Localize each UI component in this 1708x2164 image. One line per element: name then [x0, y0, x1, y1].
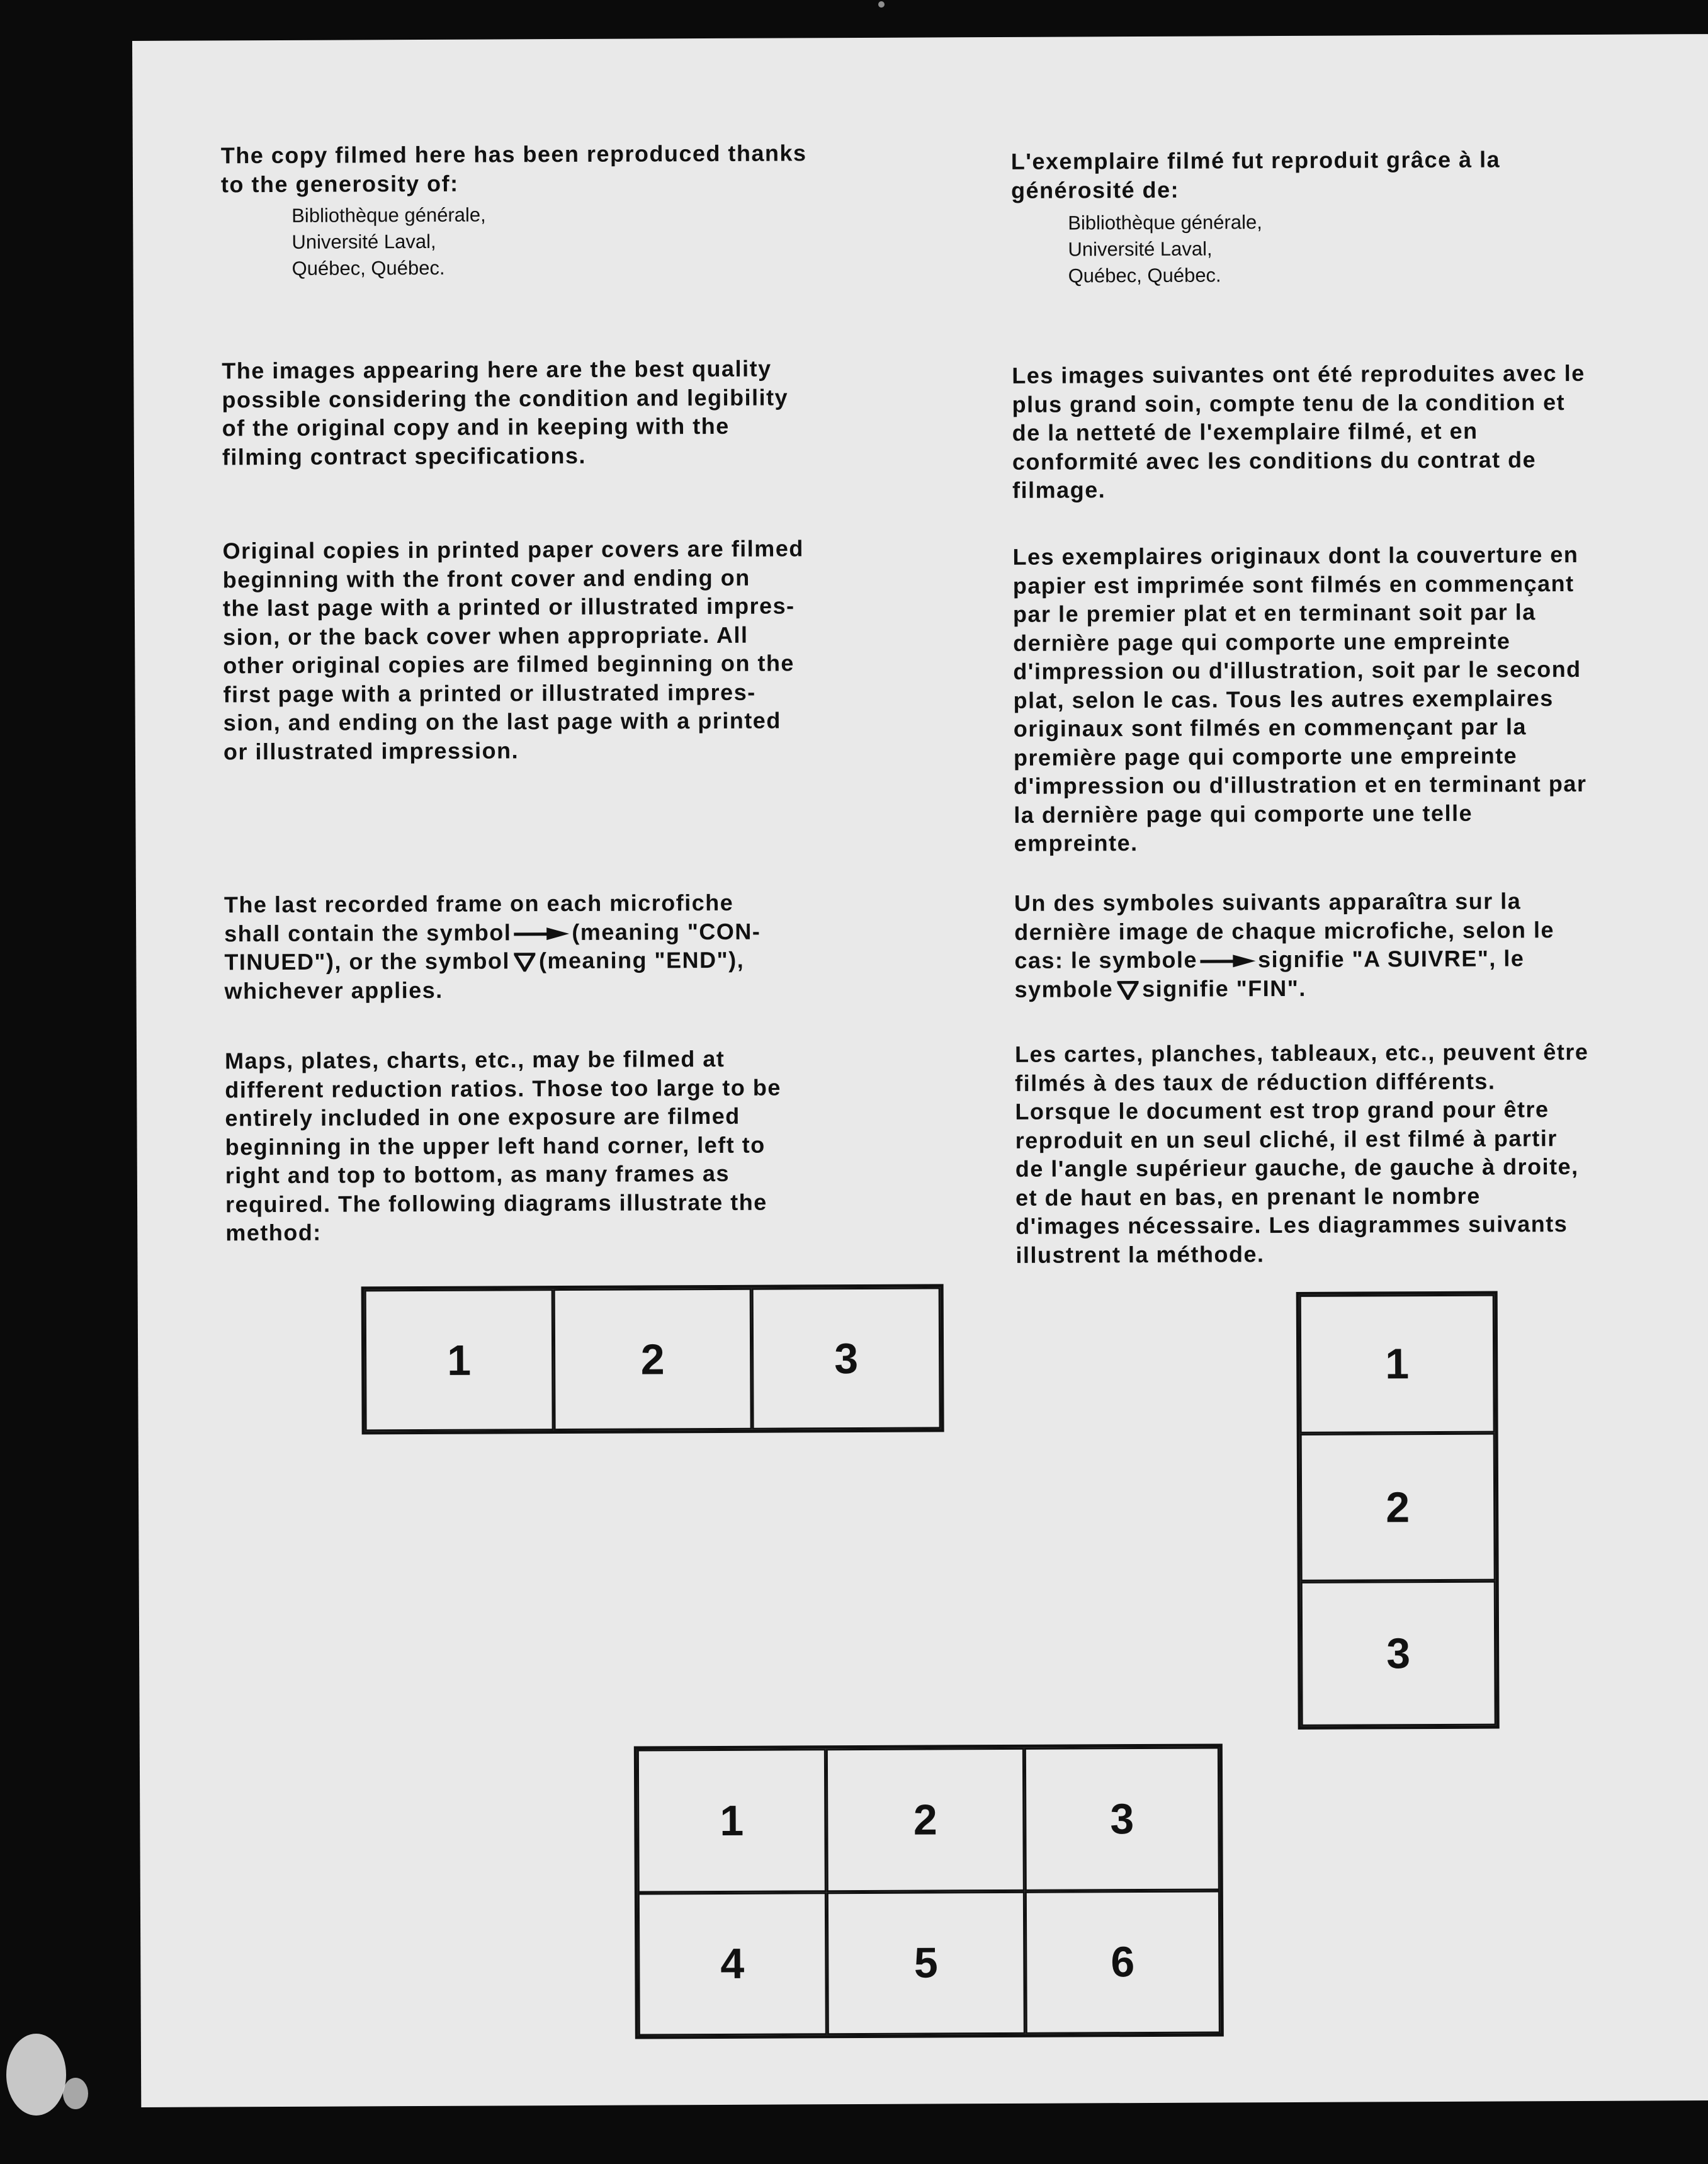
triangle-down-icon	[1117, 981, 1138, 1000]
french-library-address: Bibliothèque générale, Université Laval, Québec, Québec.	[1068, 211, 1262, 287]
french-symbol-text: Un des symboles suivants apparaîtra sur la dernière image de chaque microfiche, selon le cas: le symbole signifie "A SUIVRE", le symbole signifie "FIN".	[1014, 888, 1555, 1002]
english-column	[220, 139, 901, 1246]
grid-frames-diagram	[634, 1743, 1224, 2039]
horizontal-frames-diagram	[361, 1284, 944, 1434]
vertical-frames-diagram	[1296, 1291, 1500, 1730]
english-original-copies-text: Original copies in printed paper covers are filmed beginning with the front cover and ending on the last page with a printed or illustrated impres- sion, or the back cover when appropriate. All other original copies are filmed beginning on the first page with a printed or illustrated impres- sion, and ending on the last page with a printed or illustrated impression.	[222, 535, 804, 764]
english-symbol-text: The last recorded frame on each microfiche shall contain the symbol (meaning "CON- TINUED"), or the symbol (meaning "END"), whichever applies.	[223, 889, 761, 1004]
frame-cell: 3	[752, 1287, 941, 1429]
frame-cell: 5	[827, 1891, 1026, 2035]
frame-cell: 2	[826, 1748, 1025, 1892]
english-library-address: Bibliothèque générale, Université Laval, Québec, Québec.	[291, 203, 486, 280]
frame-cell: 1	[637, 1748, 827, 1893]
frame-cell: 1	[365, 1289, 554, 1431]
french-quality-text: Les images suivantes ont été reproduites avec le plus grand soin, compte tenu de la condition et de la netteté de l'exemplaire filmé, et en conformité avec les conditions du contrat de filmage.	[1012, 360, 1585, 503]
english-thanks-text: The copy filmed here has been reproduced thanks to the generosity of:	[220, 140, 807, 197]
frame-cell: 2	[553, 1288, 752, 1430]
microfiche-target-page	[132, 34, 1708, 2107]
frame-cell: 3	[1024, 1747, 1220, 1891]
french-original-copies-text: Les exemplaires originaux dont la couverture en papier est imprimée sont filmés en commençant par le premier plat et en terminant soit par la dernière page qui comporte une empreinte d'impression ou d'illustration, soit par le second plat, selon le cas. Tous les autres exemplaires originaux sont filmés en commençant par la première page qui comporte une empreinte d'impression ou d'illustration et en terminant par la dernière page qui comporte une telle empreinte.	[1012, 541, 1587, 856]
french-maps-text: Les cartes, planches, tableaux, etc., peuvent être filmés à des taux de réduction différents. Lorsque le document est trop grand pour être reproduit en un seul cliché, il est filmé à partir de l'angle supérieur gauche, de gauche à droite, et de haut en bas, en prenant le nombre d'images nécessaire. Les diagrammes suivants illustrent la méthode.	[1014, 1038, 1589, 1268]
frame-cell: 2	[1300, 1433, 1496, 1582]
arrow-icon	[1200, 954, 1255, 969]
scan-speck	[6, 2034, 66, 2116]
english-maps-text: Maps, plates, charts, etc., may be filmed at different reduction ratios. Those too large to be entirely included in one exposure are filmed beginning in the upper left hand corner, left to right and top to bottom, as many frames as required. The following diagrams illustrate the method:	[224, 1045, 781, 1246]
scan-speck	[878, 1, 885, 8]
frame-cell: 4	[638, 1892, 827, 2036]
arrow-icon	[514, 926, 569, 941]
english-quality-text: The images appearing here are the best quality possible considering the condition and legibility of the original copy and in keeping with the filming contract specifications.	[222, 355, 789, 470]
french-thanks-text: L'exemplaire filmé fut reproduit grâce à la générosité de:	[1010, 146, 1501, 203]
frame-cell: 3	[1301, 1581, 1496, 1726]
triangle-down-icon	[514, 953, 535, 972]
scan-speck	[63, 2078, 88, 2109]
french-column	[1010, 144, 1691, 1268]
frame-cell: 6	[1025, 1890, 1221, 2034]
frame-cell: 1	[1299, 1294, 1495, 1434]
